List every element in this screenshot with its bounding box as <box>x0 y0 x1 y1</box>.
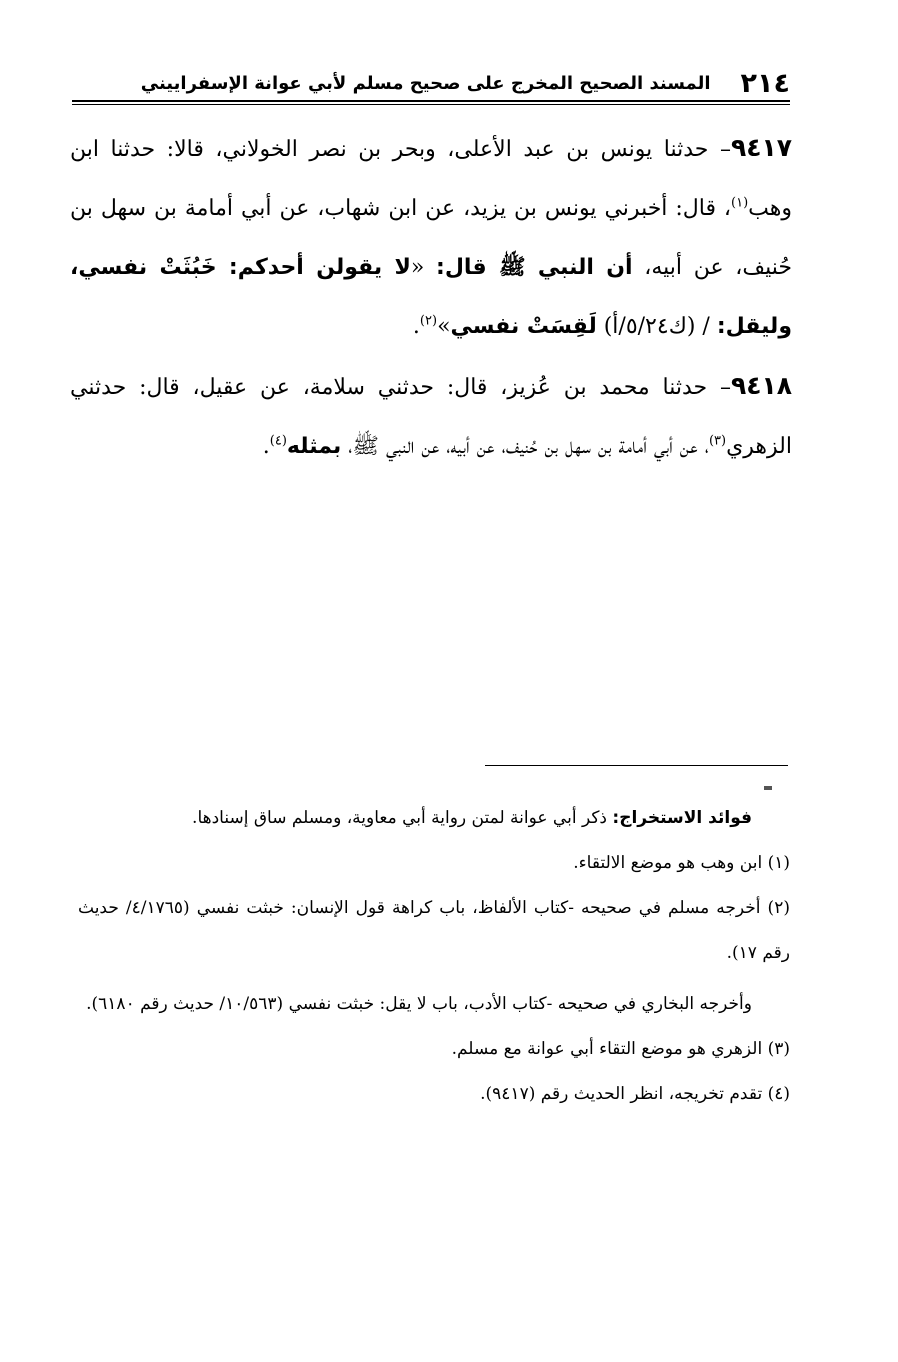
hadith-matn: لا يقولن أحدكم: خَبُثَتْ نفسي، وليقل: <box>70 255 792 339</box>
footnote-separator <box>485 765 788 766</box>
hadith-text: – حدثنا محمد بن عُزيز، قال: حدثني سلامة، عن عقيل، قال: حدثني الزهري <box>70 375 792 459</box>
benefits-label: فوائد الاستخراج: <box>612 808 752 828</box>
footnote-3: (٣) الزهري هو موضع التقاء أبي عوانة مع مسلم. <box>451 1039 790 1059</box>
footnotes <box>78 796 790 1117</box>
footnote-2-continued: وأخرجه البخاري في صحيحه -كتاب الأدب، باب لا يقل: خبثت نفسي (١٠/٥٦٣/ حديث رقم ٦١٨٠). <box>86 994 752 1014</box>
hadith-number: ٩٤١٧ <box>730 133 792 162</box>
page-number: ٢١٤ <box>740 67 790 99</box>
benefits-text: ذكر أبي عوانة لمتن رواية أبي معاوية، ومسلم ساق إسنادها. <box>192 808 613 828</box>
footnote-ref[interactable]: (٤) <box>269 433 287 449</box>
hadith-number: ٩٤١٨ <box>730 371 792 400</box>
hadith-text: . <box>262 434 270 459</box>
hadith-paragraph-9418 <box>70 356 792 476</box>
hadith-text: « <box>410 255 437 280</box>
main-text <box>70 118 792 476</box>
footnote-1: (١) ابن وهب هو موضع الالتقاء. <box>573 853 790 873</box>
hadith-emphasis: بمثله <box>286 434 342 459</box>
hadith-paragraph-9417 <box>70 118 792 356</box>
footnote-2: (٢) أخرجه مسلم في صحيحه -كتاب الألفاظ، باب كراهة قول الإنسان: خبثت نفسي (٤/١٧٦٥/ حديث رقم ١٧). <box>78 898 790 963</box>
footnote-ref[interactable]: (٣) <box>708 433 727 449</box>
extraction-benefits <box>78 796 790 841</box>
hadith-text: ، قال: أخبرني يونس بن يزيد، عن ابن شهاب، عن أبي أمامة بن سهل بن حُنيف، عن أبيه، <box>70 196 793 280</box>
hadith-text: ، عن أبي أمامة بن سهل بن حُنيف، عن أبيه، عن النبي ﷺ، <box>341 434 709 459</box>
hadith-matn: لَقِسَتْ نفسي <box>450 314 597 339</box>
hadith-text: – حدثنا يونس بن عبد الأعلى، وبحر بن نصر الخولاني، قالا: حدثنا ابن وهب <box>70 137 792 221</box>
running-title: المسند الصحيح المخرج على صحيح مسلم لأبي عوانة الإسفراييني <box>140 72 711 94</box>
header-rule <box>72 100 790 105</box>
footnote-4: (٤) تقدم تخريجه، انظر الحديث رقم (٩٤١٧). <box>480 1084 790 1104</box>
hadith-text: . <box>412 314 420 339</box>
footnote-tick-mark <box>764 786 772 790</box>
hadith-text: » <box>437 314 451 339</box>
manuscript-ref: / (ك٥/٢٤/أ) <box>596 314 717 339</box>
footnote-ref[interactable]: (١) <box>731 195 749 211</box>
running-header <box>72 68 790 98</box>
hadith-emphasis: أن النبي ﷺ قال: <box>436 255 633 280</box>
footnote-ref[interactable]: (٢) <box>419 313 438 329</box>
